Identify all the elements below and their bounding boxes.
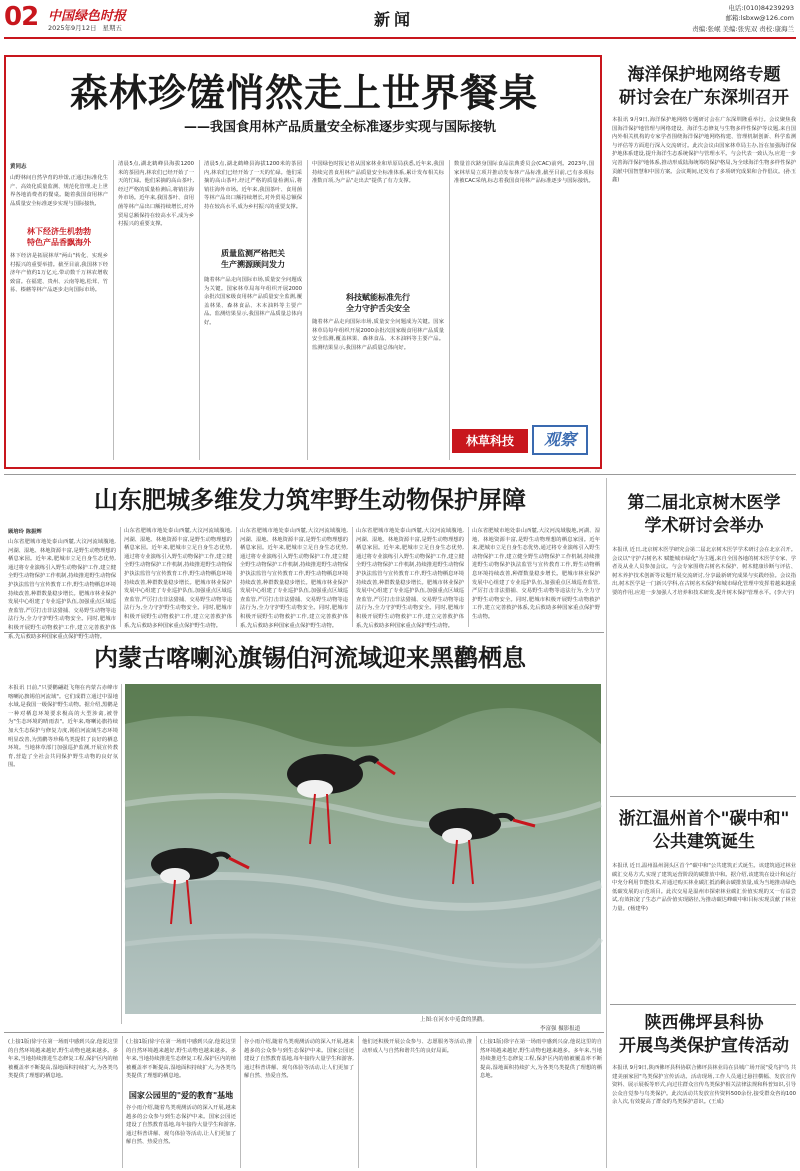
right2-text: 本报讯 近日,北京树木医学研究会第二届北京树木医学学术研讨会在北京召开。会议以"守护古树名木 赋能城市绿化"为主题,来自全国各地的树木医学专家、学者及从业人员参加会议。与会专家围绕古树名木保护、树木健康诊断与评估、树木养护技术创新等议题开展交流研讨,分享最新研究成果与实践经验。会议指出,树木医学是一门新兴学科,在古树名木保护和城市绿化管理中发挥着越来越重要的作用,应进一步加强人才培养和技术研发,提升树木保护管理水平。(李大宇) [612,547,796,596]
contact-phone: 电话:(010)84239293 [728,4,794,12]
art2-rule-2 [236,527,237,627]
art4-rule-3 [358,1036,359,1168]
right4-title [612,1012,796,1058]
separator-3 [4,1032,604,1033]
separator-2 [4,632,604,633]
badge-right: 观察 [532,425,588,455]
photo-illustration [125,684,601,1014]
lead-subhead-1 [10,226,108,248]
masthead-rule [4,37,796,39]
right-separator-3 [610,1004,796,1005]
issue-weekday: 星期五 [102,24,123,32]
article4-col2: (上接1版)徐宇在第一场雨中感到兴奋,他说这里的自然环境越来越好,野生动物也越来越多。多年来,当地持续推进生态修复工程,保护区内的植被覆盖率不断提高,湿地面积持续扩大,为各类鸟类提供了理想的栖息地。 [126,1039,236,1080]
editor-credits: 责编:张岷 美编:张宪双 责校:康海兰 [692,25,794,33]
article4-subhead: 国家公园里的"爱的教育"基地 [128,1091,234,1100]
right4-text: 本报讯 9月9日,陕西佛坪县科协联合佛坪县林业局在县城广场开展"爱鸟护鸟 共建美丽家园"鸟类保护宣传活动。活动现场,工作人员通过悬挂横幅、发放宣传资料、展示展板等形式,向过往群众宣传鸟类保护相关法律法规和科普知识,引导公众自觉参与鸟类保护。此次活动共发放宣传资料500余份,接受群众咨询100余人次,有效提高了群众的鸟类保护意识。(王成) [612,1065,796,1106]
badge-left: 林草科技 [452,429,528,453]
article4-col1: (上接1版)徐宇在第一场雨中感到兴奋,他说这里的自然环境越来越好,野生动物也越来越多。多年来,当地持续推进生态修复工程,保护区内的植被覆盖率不断提高,湿地面积持续扩大,为各类鸟类提供了理想的栖息地。 [8,1039,118,1080]
article4-col4: 他们还积极开展公众参与、志愿服务等活动,推动形成人与自然和谐共生的良好局面。 [362,1039,472,1054]
right3-text: 本报讯 近日,温州温州洞头区首个"碳中和"公共建筑正式诞生。该建筑通过林业碳汇交易方式,实现了建筑运营阶段的碳排放中和。据介绍,该建筑在设计和运行中充分利用节能技术,并通过购买林业碳汇抵消剩余碳排放量,成为当地推动绿色低碳发展的示范项目。此次交易是温州市探索林业碳汇价值实现的又一有益尝试,有效拓宽了生态产品价值实现路径,为推动碳达峰碳中和目标实现贡献了林业力量。(杨建华) [612,863,796,912]
issue-date-text: 2025年9月12日 [48,24,97,32]
article2-col3: 山东省肥城市地处泰山西麓,大汶河流域腹地,河湖、湿地、林地资源丰富,是野生动物理想的栖息家园。近年来,肥城市立足自身生态优势,通过将专业演练引入野生动物保护工作,建立健全野生动物保护工作机制,持续推进野生动物保护执法监管与宣传教育工作,野生动物栖息环境持续改善,种群数量稳步增长。肥城市林业保护发展中心组建了专业巡护队伍,加强重点区域巡查监管,严厉打击非法猎捕、交易野生动物等违法行为,全力守护野生动物安全。同时,肥城市积极开展野生动物救护工作,建立完善救护体系,先后救助多种国家重点保护野生动物。 [240,528,348,629]
art4-rule-2 [240,1036,241,1168]
art4-rule-4 [476,1036,477,1168]
lead-subhead-2 [204,248,302,270]
lead-col4-text: 中国绿色时报记者从国家林业和草原局获悉,近年来,我国持续完善食用林产品质量安全标准体系,累计发布相关标准数百项,为产品"走出去"提供了有力支撑。 [312,161,444,185]
lead-col1-text-2: 林下经济是拓展林草"两山"转化、实现乡村振兴的重要举措。截至目前,我国林下经济年产值约1万亿元,带动数千万林农增收致富。在福建、贵州、云南等地,松茸、竹荪、榛蘑等林产品逐步走向国际市场。 [10,253,108,294]
right2-title-text: 第二届北京树木医学 学术研讨会举办 [627,493,781,536]
lead-col-rule-2 [199,160,200,460]
lead-col-rule-4 [449,160,450,460]
art2-rule-1 [120,527,121,627]
issue-date [48,23,122,32]
lead-col2-text: 清晨5点,湖北鹤峰县海拔1200米的茶园内,林农们已经开始了一天的忙碌。他们采摘的高山茶叶,经过严格的质量检测后,将销往海外市场。近年来,我国茶叶、食用菌等林产品出口额持续增长,对外贸易总额保持在较高水平,成为乡村振兴的重要支撑。 [118,161,194,228]
lead-col-rule-3 [307,160,308,460]
black-stork-photo [125,684,601,1014]
lead-col4-text-2: 随着林产品走向国际市场,质量安全问题成为关键。国家林草局每年组织开展2000余批次国家级食用林产品质量安全监测,覆盖林果、森林食品、木本油料等主要产品。监测结果显示,我国林产品质量总体向好。 [312,319,444,351]
article2-title: 山东肥城多维发力筑牢野生动物保护屏障 [94,485,526,514]
right3-title [612,808,796,854]
lead-subhead-3 [312,292,444,314]
lead-subhead-1-text: 林下经济生机勃勃 特色产品香飘海外 [27,227,91,247]
right2-title [612,492,796,538]
article2-col1: 山东省肥城市地处泰山西麓,大汶河流域腹地,河湖、湿地、林地资源丰富,是野生动物理想的栖息家园。近年来,肥城市立足自身生态优势,通过将专业演练引入野生动物保护工作,建立健全野生动物保护工作机制,持续推进野生动物保护执法监管与宣传教育工作,野生动物栖息环境持续改善,种群数量稳步增长。肥城市林业保护发展中心组建了专业巡护队伍,加强重点区域巡查监管,严厉打击非法猎捕、交易野生动物等违法行为,全力守护野生动物安全。同时,肥城市积极开展野生动物救护工作,建立完善救护体系,先后救助多种国家重点保护野生动物。 [8,539,116,640]
photo-caption: 上图:在河水中觅食的黑鹳。 [420,1017,488,1023]
paper-name: 中国绿色时报 [48,9,127,24]
right1-text: 本报讯 9月9日,海洋保护地网络专题研讨会在广东深圳隆重举行。会议聚焦我国海洋保护地管理与网络建设、海洋生态修复与生物多样性保护等议题,来自国内外相关机构的专家学者围绕海洋保护地网络构建、管理机制创新、科学监测与评估等方面进行深入交流研讨。此次会议由国家林草局主办,旨在加强海洋保护地体系建设,提升海洋生态系统保护与管理水平。与会代表一致认为,应进一步完善海洋保护地体系,推动形成陆海统筹的保护格局,为全球海洋生物多样性保护贡献中国智慧和中国方案。会议期间,还发布了多项研究成果和合作倡议。(孙玉鑫) [612,117,796,184]
article3-title: 内蒙古喀喇沁旗锡伯河流域迎来黑鹳栖息 [94,643,526,672]
right3-title-text: 浙江温州首个"碳中和" 公共建筑诞生 [618,809,790,852]
lead-col3-text-top: 清晨5点,湖北鹤峰县海拔1200米的茶园内,林农们已经开始了一天的忙碌。他们采摘的高山茶叶,经过严格的质量检测后,将销往海外市场。近年来,我国茶叶、食用菌等林产品出口额持续增长,对外贸易总额保持在较高水平,成为乡村振兴的重要支撑。 [204,161,302,210]
article4-col2b: 谷小雨介绍,随着鸟类观测活动的深入开展,越来越多的公众参与到生态保护中来。国家公园还建设了自然教育基地,每年接待大量学生和游客,通过科普讲解、观鸟体验等活动,让人们更加了解自然、热爱自然。 [126,1105,236,1146]
article2-col4: 山东省肥城市地处泰山西麓,大汶河流域腹地,河湖、湿地、林地资源丰富,是野生动物理想的栖息家园。近年来,肥城市立足自身生态优势,通过将专业演练引入野生动物保护工作,建立健全野生动物保护工作机制,持续推进野生动物保护执法监管与宣传教育工作,野生动物栖息环境持续改善,种群数量稳步增长。肥城市林业保护发展中心组建了专业巡护队伍,加强重点区域巡查监管,严厉打击非法猎捕、交易野生动物等违法行为,全力守护野生动物安全。同时,肥城市积极开展野生动物救护工作,建立完善救护体系,先后救助多种国家重点保护野生动物。 [356,528,464,629]
tech-observation-badge [452,425,592,457]
right4-title-text: 陕西佛坪县科协 开展鸟类保护宣传活动 [619,1013,789,1056]
section-title: 新闻 [374,10,415,29]
photo-credit: 李富强 摄影报道 [540,1026,581,1032]
article2-col5: 山东省肥城市地处泰山西麓,大汶河流域腹地,河湖、湿地、林地资源丰富,是野生动物理想的栖息家园。近年来,肥城市立足自身生态优势,通过将专业演练引入野生动物保护工作,建立健全野生动物保护工作机制,持续推进野生动物保护执法监管与宣传教育工作,野生动物栖息环境持续改善,种群数量稳步增长。肥城市林业保护发展中心组建了专业巡护队伍,加强重点区域巡查监管,严厉打击非法猎捕、交易野生动物等违法行为,全力守护野生动物安全。同时,肥城市积极开展野生动物救护工作,建立完善救护体系,先后救助多种国家重点保护野生动物。 [472,528,600,620]
right1-title-text: 海洋保护地网络专题 研讨会在广东深圳召开 [619,65,789,108]
page-number: 02 [4,2,39,32]
lead-subhead-2-text: 质量监测严格把关 生产溯源顾问发力 [221,249,285,269]
lead-title: 森林珍馐悄然走上世界餐桌 [69,70,538,115]
lead-byline: 黄同志 [10,164,27,170]
article4-col3: 谷小雨介绍,随着鸟类观测活动的深入开展,越来越多的公众参与到生态保护中来。国家公园还建设了自然教育基地,每年接待大量学生和游客,通过科普讲解、观鸟体验等活动,让人们更加了解自然、热爱自然。 [244,1039,354,1080]
right-separator-2 [610,796,796,797]
lead-col-rule-1 [113,160,114,460]
article4-col5: (上接1版)徐宇在第一场雨中感到兴奋,他说这里的自然环境越来越好,野生动物也越来越多。多年来,当地持续推进生态修复工程,保护区内的植被覆盖率不断提高,湿地面积持续扩大,为各类鸟类提供了理想的栖息地。 [480,1039,602,1080]
article2-byline: 顾培玲 陈振辉 [8,529,42,535]
masthead [0,0,800,38]
article3-col1: 本报讯 日前,"只要鹳翩跹飞翔在内蒙古赤峰市喀喇沁旗锡伯河流域"。它们成群立通过中湿地水域,是我国一级保护野生动物。据介绍,黑鹳是一种对栖息环境要求极高的大型涉禽,被誉为"生态环境的晴雨表"。近年来,喀喇沁旗持续加大生态保护与修复力度,锡伯河流域生态环境明显改善,为黑鹳等珍稀鸟类提供了良好的栖息环境。当地林草部门加强巡护监测,开展宣传教育,营造了全社会共同保护野生动物的良好氛围。 [8,685,118,769]
right-column-rule [606,478,607,1168]
lead-subhead-3-text: 科技赋能标准先行 全力守护舌尖安全 [346,293,410,313]
lead-col3-text: 随着林产品走向国际市场,质量安全问题成为关键。国家林草局每年组织开展2000余批次国家级食用林产品质量安全监测,覆盖林果、森林食品、木本油料等主要产品。监测结果显示,我国林产品质量总体向好。 [204,277,302,326]
art4-rule-1 [122,1036,123,1168]
contact-email: 邮箱:lsbxw@126.com [725,14,794,22]
lead-subtitle: ——我国食用林产品质量安全标准逐步实现与国际接轨 [183,120,496,135]
art2-rule-3 [352,527,353,627]
separator-1 [4,474,796,475]
art3-rule-1 [121,684,122,1024]
art2-rule-4 [468,527,469,627]
lead-col5-text: 数量首次跻身国际食品法典委员会(CAC)前列。2023年,国家林草局立项并推动发布林产品标准,截至目前,已有多项标准被CAC采纳,标志着我国食用林产品标准逐步与国际接轨。 [454,161,594,185]
lead-col1-text: 山野林间自然孕育的珍馐,正通过标准化生产、高效化质量监测、规范化管理,走上世界各地消费者的餐桌。随着我国食用林产品质量安全标准逐步实现与国际接轨, [10,175,108,207]
article2-col2: 山东省肥城市地处泰山西麓,大汶河流域腹地,河湖、湿地、林地资源丰富,是野生动物理想的栖息家园。近年来,肥城市立足自身生态优势,通过将专业演练引入野生动物保护工作,建立健全野生动物保护工作机制,持续推进野生动物保护执法监管与宣传教育工作,野生动物栖息环境持续改善,种群数量稳步增长。肥城市林业保护发展中心组建了专业巡护队伍,加强重点区域巡查监管,严厉打击非法猎捕、交易野生动物等违法行为,全力守护野生动物安全。同时,肥城市积极开展野生动物救护工作,建立完善救护体系,先后救助多种国家重点保护野生动物。 [124,528,232,629]
right1-title [612,64,796,110]
